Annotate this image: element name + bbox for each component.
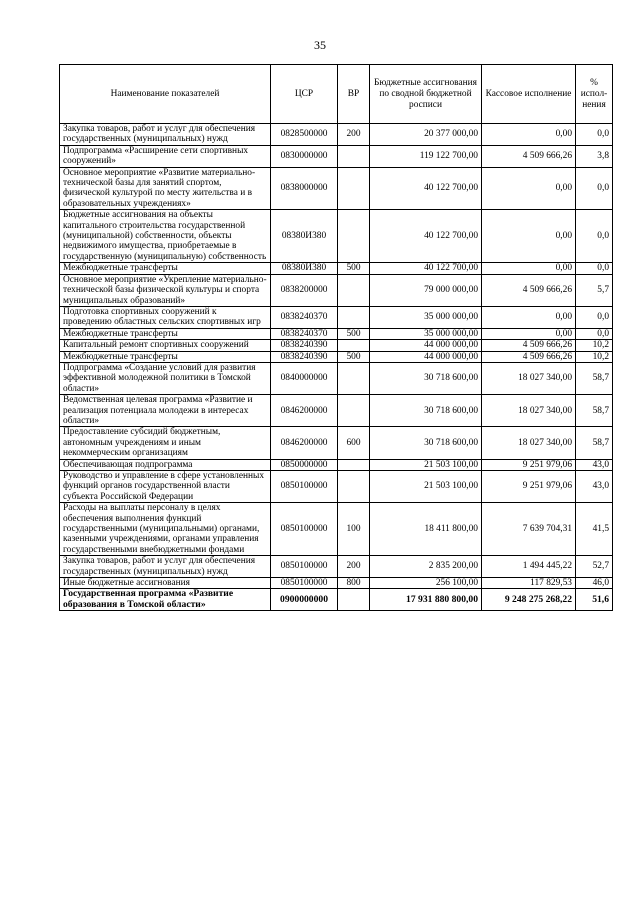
cell-percent: 46,0 — [576, 578, 613, 589]
cell-execution: 18 027 340,00 — [482, 395, 576, 427]
header-csr: ЦСР — [271, 65, 338, 124]
cell-csr: 0840000000 — [271, 362, 338, 394]
cell-percent: 51,6 — [576, 589, 613, 611]
cell-name: Руководство и управление в сфере установленных функций органов государственной власти субъекта Российской Федерации — [60, 471, 271, 503]
cell-name: Межбюджетные трансферты — [60, 263, 271, 274]
table-row — [60, 471, 613, 503]
cell-vr — [338, 167, 370, 210]
cell-vr — [338, 589, 370, 611]
cell-execution: 1 494 445,22 — [482, 556, 576, 578]
cell-percent: 0,0 — [576, 210, 613, 263]
cell-vr: 800 — [338, 578, 370, 589]
header-execution: Кассовое исполнение — [482, 65, 576, 124]
cell-name: Закупка товаров, работ и услуг для обеспечения государственных (муниципальных) нужд — [60, 556, 271, 578]
cell-percent: 43,0 — [576, 459, 613, 470]
cell-csr: 0838240370 — [271, 328, 338, 339]
cell-execution: 4 509 666,26 — [482, 340, 576, 351]
table-row — [60, 274, 613, 306]
cell-assignments: 44 000 000,00 — [370, 351, 482, 362]
cell-csr: 0850100000 — [271, 503, 338, 556]
budget-table — [59, 64, 613, 611]
cell-assignments: 35 000 000,00 — [370, 328, 482, 339]
cell-execution: 0,00 — [482, 328, 576, 339]
cell-vr — [338, 210, 370, 263]
cell-percent: 0,0 — [576, 167, 613, 210]
table-row — [60, 306, 613, 328]
table-row — [60, 263, 613, 274]
table-row — [60, 167, 613, 210]
cell-vr: 200 — [338, 124, 370, 146]
cell-assignments: 30 718 600,00 — [370, 427, 482, 459]
cell-percent: 0,0 — [576, 328, 613, 339]
cell-csr: 0850100000 — [271, 471, 338, 503]
cell-percent: 58,7 — [576, 395, 613, 427]
cell-vr — [338, 362, 370, 394]
cell-percent: 0,0 — [576, 124, 613, 146]
cell-csr: 0838240390 — [271, 351, 338, 362]
cell-assignments: 44 000 000,00 — [370, 340, 482, 351]
cell-vr: 600 — [338, 427, 370, 459]
cell-name: Подготовка спортивных сооружений к проведению областных сельских спортивных игр — [60, 306, 271, 328]
cell-assignments: 79 000 000,00 — [370, 274, 482, 306]
header-percent: % испол-нения — [576, 65, 613, 124]
cell-percent: 0,0 — [576, 306, 613, 328]
cell-csr: 0900000000 — [271, 589, 338, 611]
table-row — [60, 210, 613, 263]
table-row — [60, 124, 613, 146]
cell-csr: 08380И380 — [271, 210, 338, 263]
cell-csr: 0828500000 — [271, 124, 338, 146]
cell-name: Межбюджетные трансферты — [60, 351, 271, 362]
cell-percent: 58,7 — [576, 362, 613, 394]
cell-assignments: 21 503 100,00 — [370, 471, 482, 503]
cell-csr: 08380И380 — [271, 263, 338, 274]
cell-execution: 4 509 666,26 — [482, 274, 576, 306]
cell-execution: 0,00 — [482, 167, 576, 210]
cell-execution: 0,00 — [482, 210, 576, 263]
table-row — [60, 340, 613, 351]
cell-execution: 9 251 979,06 — [482, 459, 576, 470]
cell-assignments: 256 100,00 — [370, 578, 482, 589]
cell-name: Обеспечивающая подпрограмма — [60, 459, 271, 470]
cell-assignments: 30 718 600,00 — [370, 395, 482, 427]
cell-assignments: 40 122 700,00 — [370, 167, 482, 210]
cell-name: Подпрограмма «Расширение сети спортивных сооружений» — [60, 145, 271, 167]
table-row — [60, 503, 613, 556]
table-row — [60, 395, 613, 427]
cell-vr — [338, 459, 370, 470]
cell-execution: 9 251 979,06 — [482, 471, 576, 503]
cell-csr: 0838200000 — [271, 274, 338, 306]
cell-csr: 0838240390 — [271, 340, 338, 351]
cell-name: Основное мероприятие «Развитие материально-технической базы для занятий спортом, физической культурой по месту жительства и в образовательных учреждениях» — [60, 167, 271, 210]
table-row — [60, 145, 613, 167]
cell-assignments: 20 377 000,00 — [370, 124, 482, 146]
cell-execution: 18 027 340,00 — [482, 427, 576, 459]
cell-execution: 18 027 340,00 — [482, 362, 576, 394]
cell-assignments: 40 122 700,00 — [370, 263, 482, 274]
cell-vr — [338, 395, 370, 427]
cell-name: Предоставление субсидий бюджетным, автономным учреждениям и иным некоммерческим организациям — [60, 427, 271, 459]
cell-vr — [338, 274, 370, 306]
cell-assignments: 30 718 600,00 — [370, 362, 482, 394]
cell-vr: 500 — [338, 351, 370, 362]
cell-assignments: 40 122 700,00 — [370, 210, 482, 263]
header-assignments: Бюджетные ассигнования по сводной бюджетной росписи — [370, 65, 482, 124]
cell-vr: 200 — [338, 556, 370, 578]
cell-execution: 4 509 666,26 — [482, 351, 576, 362]
cell-name: Капитальный ремонт спортивных сооружений — [60, 340, 271, 351]
table-body — [60, 124, 613, 611]
cell-execution: 9 248 275 268,22 — [482, 589, 576, 611]
table-row — [60, 589, 613, 611]
cell-percent: 3,8 — [576, 145, 613, 167]
cell-percent: 10,2 — [576, 340, 613, 351]
cell-csr: 0850100000 — [271, 578, 338, 589]
cell-name: Межбюджетные трансферты — [60, 328, 271, 339]
cell-csr: 0850100000 — [271, 556, 338, 578]
cell-assignments: 35 000 000,00 — [370, 306, 482, 328]
cell-percent: 0,0 — [576, 263, 613, 274]
cell-vr — [338, 340, 370, 351]
cell-percent: 5,7 — [576, 274, 613, 306]
cell-name: Подпрограмма «Создание условий для развития эффективной молодежной политики в Томской области» — [60, 362, 271, 394]
cell-name: Бюджетные ассигнования на объекты капитального строительства государственной (муниципальной) собственности, объекты недвижимого имущества, приобретаемые в государственную (муниципальную) собственность — [60, 210, 271, 263]
table-row — [60, 351, 613, 362]
table-row — [60, 328, 613, 339]
cell-vr — [338, 306, 370, 328]
cell-name: Закупка товаров, работ и услуг для обеспечения государственных (муниципальных) нужд — [60, 124, 271, 146]
cell-csr: 0838240370 — [271, 306, 338, 328]
cell-assignments: 21 503 100,00 — [370, 459, 482, 470]
header-vr: ВР — [338, 65, 370, 124]
cell-vr — [338, 145, 370, 167]
table-row — [60, 427, 613, 459]
cell-assignments: 119 122 700,00 — [370, 145, 482, 167]
cell-csr: 0850000000 — [271, 459, 338, 470]
cell-percent: 58,7 — [576, 427, 613, 459]
cell-percent: 52,7 — [576, 556, 613, 578]
cell-name: Ведомственная целевая программа «Развитие и реализация потенциала молодежи в интересах области» — [60, 395, 271, 427]
cell-assignments: 2 835 200,00 — [370, 556, 482, 578]
table-row — [60, 556, 613, 578]
cell-percent: 41,5 — [576, 503, 613, 556]
cell-vr: 500 — [338, 328, 370, 339]
header-name: Наименование показателей — [60, 65, 271, 124]
cell-csr: 0846200000 — [271, 427, 338, 459]
table-row — [60, 578, 613, 589]
cell-name: Основное мероприятие «Укрепление материально-технической базы физической культуры и спорта муниципальных образований» — [60, 274, 271, 306]
cell-vr — [338, 471, 370, 503]
cell-execution: 4 509 666,26 — [482, 145, 576, 167]
cell-percent: 43,0 — [576, 471, 613, 503]
table-header-row — [60, 65, 613, 124]
cell-assignments: 18 411 800,00 — [370, 503, 482, 556]
cell-assignments: 17 931 880 800,00 — [370, 589, 482, 611]
cell-name: Иные бюджетные ассигнования — [60, 578, 271, 589]
cell-execution: 0,00 — [482, 306, 576, 328]
cell-csr: 0846200000 — [271, 395, 338, 427]
cell-name: Расходы на выплаты персоналу в целях обеспечения выполнения функций государственными (муниципальными) органами, казенными учреждениями, органами управления государственными внебюджетными фондами — [60, 503, 271, 556]
cell-execution: 117 829,53 — [482, 578, 576, 589]
table-row — [60, 362, 613, 394]
cell-csr: 0838000000 — [271, 167, 338, 210]
table-row — [60, 459, 613, 470]
cell-execution: 0,00 — [482, 263, 576, 274]
cell-csr: 0830000000 — [271, 145, 338, 167]
cell-vr: 500 — [338, 263, 370, 274]
cell-execution: 0,00 — [482, 124, 576, 146]
cell-percent: 10,2 — [576, 351, 613, 362]
cell-execution: 7 639 704,31 — [482, 503, 576, 556]
page-number: 35 — [314, 38, 326, 52]
cell-name: Государственная программа «Развитие образования в Томской области» — [60, 589, 271, 611]
cell-vr: 100 — [338, 503, 370, 556]
